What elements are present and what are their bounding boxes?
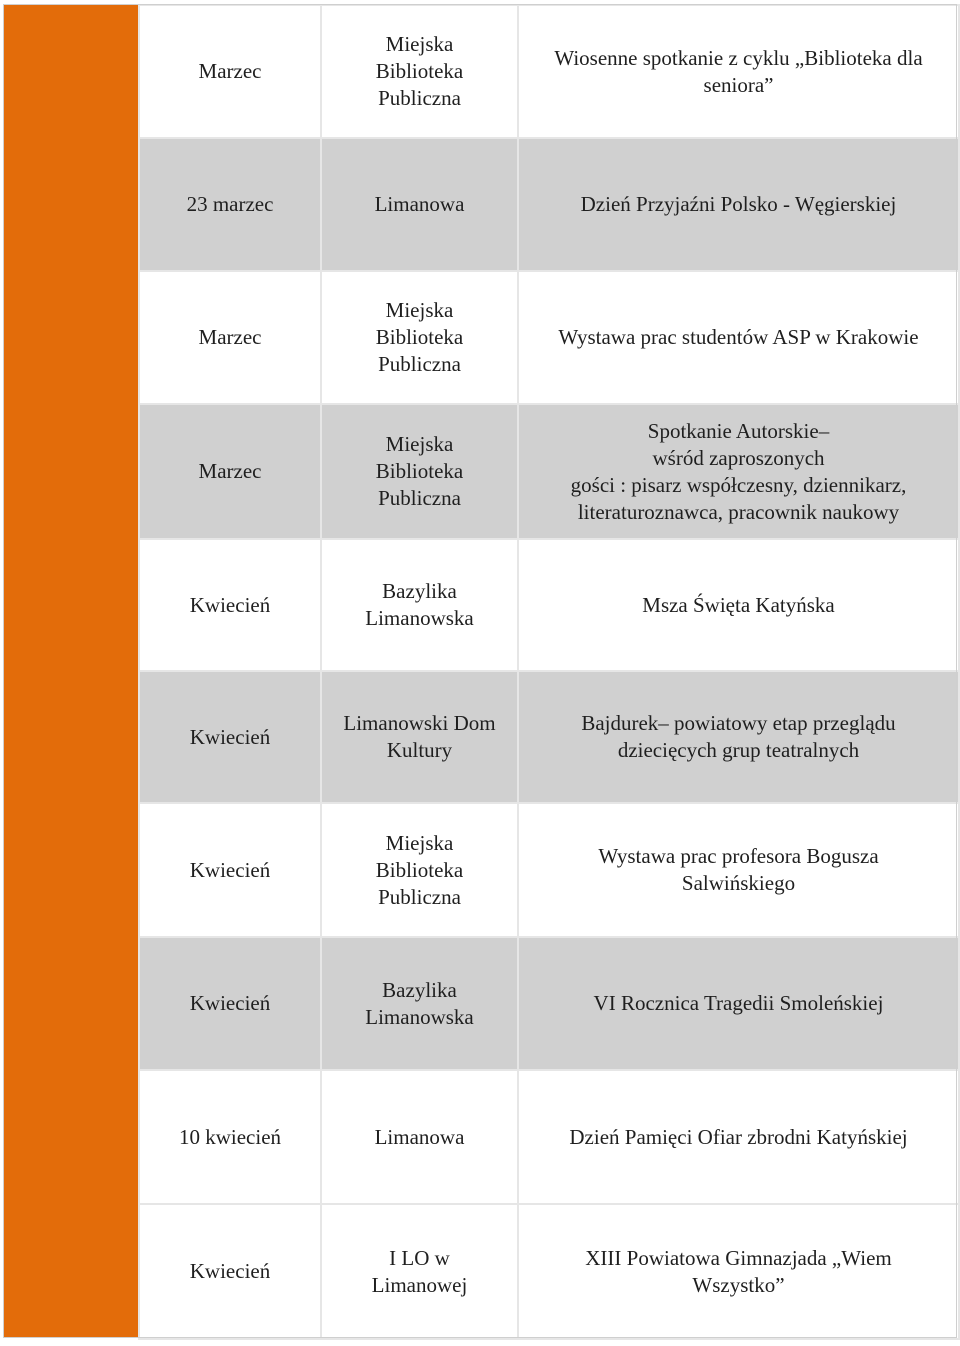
place-cell: Miejska Biblioteka Publiczna xyxy=(321,271,518,404)
events-table-body xyxy=(139,5,959,1339)
date-cell: Marzec xyxy=(139,5,321,138)
event-cell: Spotkanie Autorskie– wśród zaproszonych gości : pisarz współczesny, dziennikarz, literaturoznawca, pracownik naukowy xyxy=(518,404,959,539)
place-cell: Miejska Biblioteka Publiczna xyxy=(321,404,518,539)
event-cell: Wystawa prac profesora Bogusza Salwińskiego xyxy=(518,803,959,937)
date-cell: Kwiecień xyxy=(139,1204,321,1339)
event-cell: Wiosenne spotkanie z cyklu „Biblioteka dla seniora” xyxy=(518,5,959,138)
event-cell: Wystawa prac studentów ASP w Krakowie xyxy=(518,271,959,404)
event-cell: Dzień Przyjaźni Polsko - Węgierskiej xyxy=(518,138,959,271)
event-cell: XIII Powiatowa Gimnazjada „Wiem Wszystko” xyxy=(518,1204,959,1339)
table-row xyxy=(139,271,959,404)
place-cell: Bazylika Limanowska xyxy=(321,937,518,1070)
date-cell: Kwiecień xyxy=(139,539,321,671)
table-row xyxy=(139,1070,959,1204)
place-cell: Miejska Biblioteka Publiczna xyxy=(321,803,518,937)
place-cell: I LO w Limanowej xyxy=(321,1204,518,1339)
table-row xyxy=(139,937,959,1070)
place-cell: Limanowa xyxy=(321,138,518,271)
table-row xyxy=(139,138,959,271)
date-cell: Kwiecień xyxy=(139,803,321,937)
place-cell: Miejska Biblioteka Publiczna xyxy=(321,5,518,138)
event-cell: Dzień Pamięci Ofiar zbrodni Katyńskiej xyxy=(518,1070,959,1204)
table-row xyxy=(139,404,959,539)
events-table xyxy=(138,4,960,1340)
date-cell: Kwiecień xyxy=(139,937,321,1070)
date-cell: Kwiecień xyxy=(139,671,321,803)
event-cell: Msza Święta Katyńska xyxy=(518,539,959,671)
table-row xyxy=(139,671,959,803)
date-cell: 10 kwiecień xyxy=(139,1070,321,1204)
event-cell: Bajdurek– powiatowy etap przeglądu dziecięcych grup teatralnych xyxy=(518,671,959,803)
place-cell: Limanowski Dom Kultury xyxy=(321,671,518,803)
table-row xyxy=(139,1204,959,1339)
place-cell: Bazylika Limanowska xyxy=(321,539,518,671)
date-cell: Marzec xyxy=(139,271,321,404)
date-cell: 23 marzec xyxy=(139,138,321,271)
place-cell: Limanowa xyxy=(321,1070,518,1204)
orange-sidebar xyxy=(3,4,138,1337)
date-cell: Marzec xyxy=(139,404,321,539)
event-cell: VI Rocznica Tragedii Smoleńskiej xyxy=(518,937,959,1070)
table-row xyxy=(139,803,959,937)
table-row xyxy=(139,5,959,138)
table-row xyxy=(139,539,959,671)
